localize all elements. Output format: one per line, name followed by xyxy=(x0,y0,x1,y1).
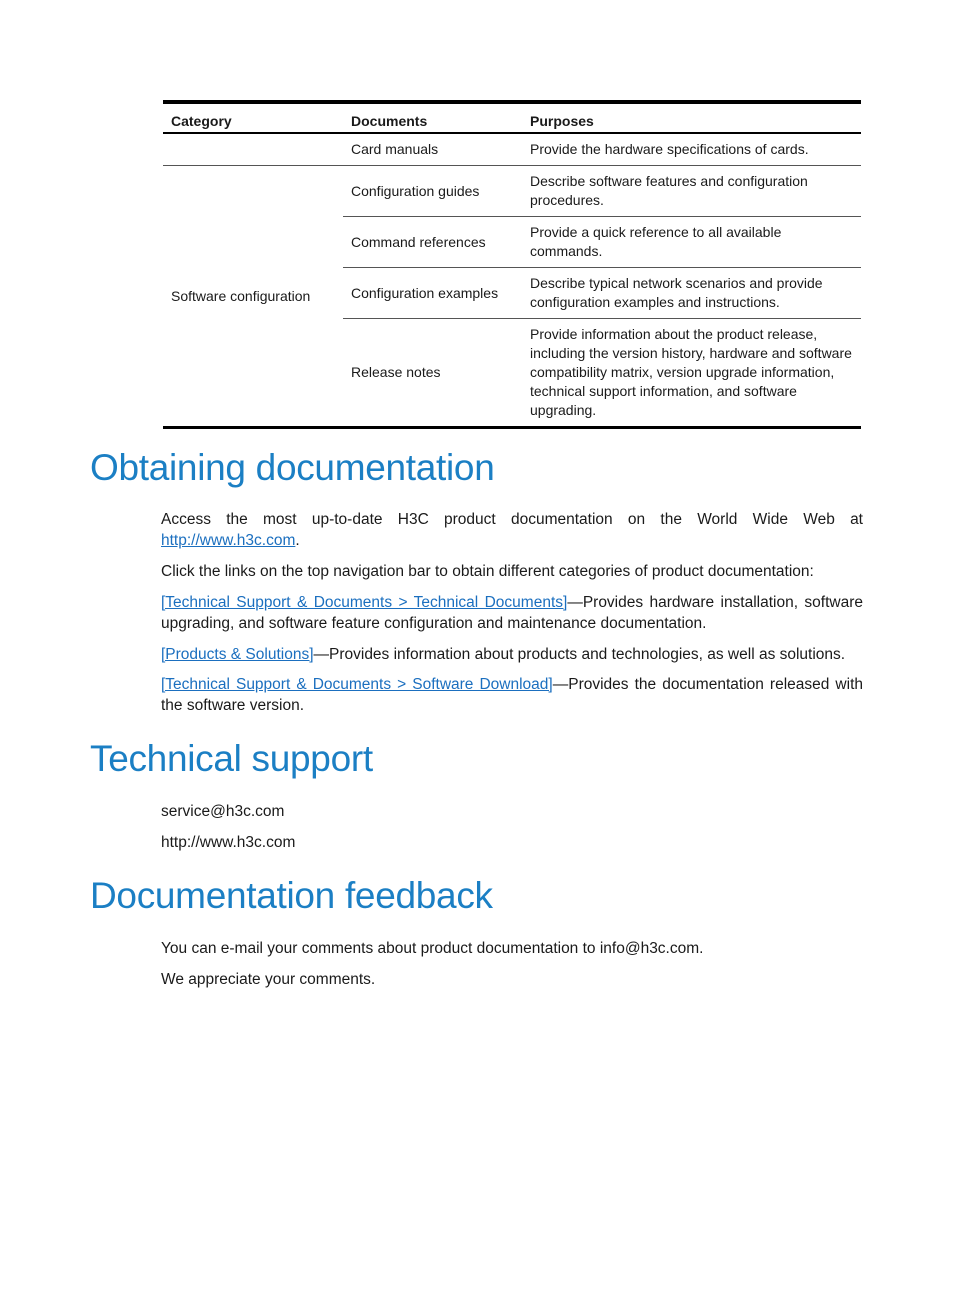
software-download-desc: —Provides the documentation released with the software version. xyxy=(161,676,864,714)
header-purposes: Purposes xyxy=(522,102,861,133)
paragraph-navigation: Click the links on the top navigation bar to obtain different categories of product documentation: xyxy=(161,563,814,580)
heading-technical-support: Technical support xyxy=(90,738,373,779)
paragraph-technical-documents xyxy=(161,592,863,634)
technical-documents-desc: —Provides hardware installation, software upgrading, and software feature configuration and maintenance documentation. xyxy=(161,594,863,632)
table-header-row xyxy=(163,102,861,133)
header-category: Category xyxy=(163,102,343,133)
heading-documentation-feedback: Documentation feedback xyxy=(90,875,493,916)
paragraph-access-text: Access the most up-to-date H3C product documentation on the World Wide Web at xyxy=(161,511,863,528)
table-cell-document: Configuration examples xyxy=(343,268,522,319)
table-cell-category: Software configuration xyxy=(171,287,311,304)
software-download-link[interactable]: [Technical Support & Documents > Software Download] xyxy=(161,676,553,693)
table-cell-purpose: Describe software features and configuration procedures. xyxy=(522,166,861,217)
technical-documents-link[interactable]: [Technical Support & Documents > Technical Documents] xyxy=(161,594,568,611)
table-cell-category xyxy=(163,133,343,166)
products-solutions-link[interactable]: [Products & Solutions] xyxy=(161,646,314,663)
paragraph-access xyxy=(161,509,863,551)
support-website: http://www.h3c.com xyxy=(161,834,296,851)
table-cell-purpose: Provide the hardware specifications of cards. xyxy=(522,133,861,166)
table-cell-purpose: Provide a quick reference to all available commands. xyxy=(522,217,861,268)
paragraph-software-download xyxy=(161,674,863,716)
feedback-thanks: We appreciate your comments. xyxy=(161,971,376,988)
table-cell-document: Card manuals xyxy=(343,133,522,166)
table-cell-purpose: Describe typical network scenarios and provide configuration examples and instructions. xyxy=(522,268,861,319)
table-cell-purpose: Provide information about the product release, including the version history, hardware and software compatibility matrix, version upgrade information, technical support information, and software upgrading. xyxy=(530,326,852,418)
h3c-website-link[interactable]: http://www.h3c.com xyxy=(161,532,296,549)
header-documents: Documents xyxy=(343,102,522,133)
table-row xyxy=(163,166,861,217)
products-solutions-desc: —Provides information about products and technologies, as well as solutions. xyxy=(313,646,846,663)
paragraph-products-solutions xyxy=(161,644,863,665)
table-cell-document: Command references xyxy=(343,217,522,268)
table-cell-document: Configuration guides xyxy=(343,166,522,217)
paragraph-access-end: . xyxy=(295,532,300,549)
table-cell-document: Release notes xyxy=(351,364,441,380)
support-email: service@h3c.com xyxy=(161,803,285,820)
documentation-table xyxy=(163,100,861,429)
feedback-paragraph: You can e-mail your comments about product documentation to info@h3c.com. xyxy=(161,940,704,957)
heading-obtaining-documentation: Obtaining documentation xyxy=(90,447,495,488)
table-row xyxy=(163,133,861,166)
